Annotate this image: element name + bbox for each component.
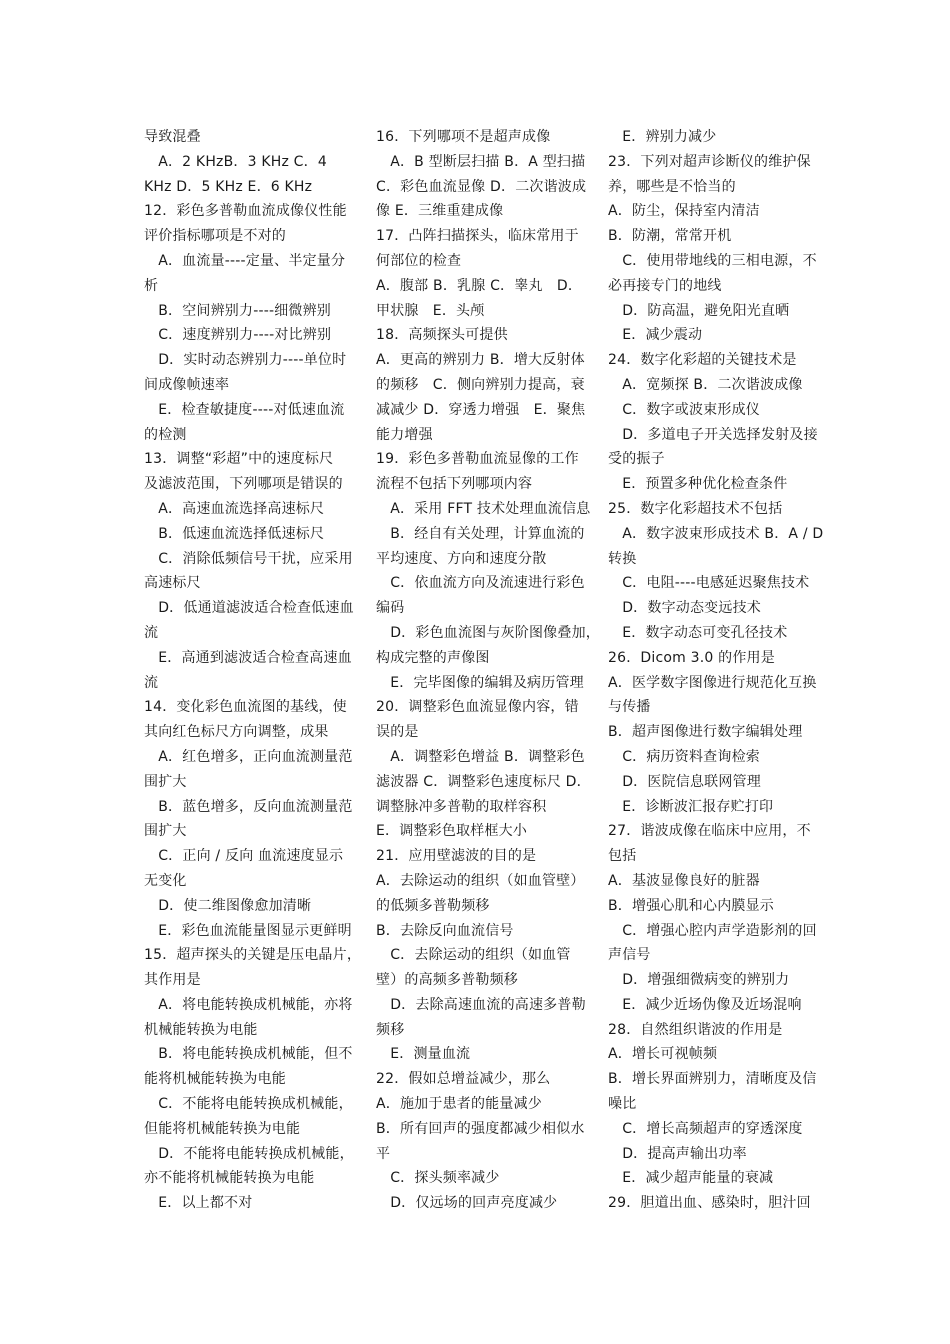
text-line: B．去除反向血流信号 <box>376 922 514 939</box>
text-line: E．诊断波汇报存贮打印 <box>608 798 774 815</box>
text-line: B．防潮，常常开机 <box>608 228 732 245</box>
text-line: 高速标尺 <box>144 575 201 592</box>
text-line: 与传播 <box>608 699 651 716</box>
text-line: D．数字动态变远技术 <box>608 600 761 617</box>
text-line: C．探头频率减少 <box>376 1170 500 1187</box>
text-line: 甲状腺 E．头颅 <box>376 302 485 319</box>
text-line: D．低通道滤波适合检查低速血 <box>144 600 354 617</box>
text-line: B．超声图像进行数字编辑处理 <box>608 724 803 741</box>
text-line: 机械能转换为电能 <box>144 1021 258 1038</box>
text-line: 导致混叠 <box>144 129 201 145</box>
text-line: 17．凸阵扫描探头，临床常用于 <box>376 228 579 245</box>
text-column-3 <box>608 125 824 1216</box>
text-line: 14．变化彩色血流图的基线，使 <box>144 699 347 716</box>
text-line: 无变化 <box>144 872 187 889</box>
text-line: 受的振子 <box>608 451 665 468</box>
text-line: E．测量血流 <box>376 1046 471 1063</box>
text-line: 调整脉冲多普勒的取样容积 <box>376 798 547 815</box>
text-line: 27．谐波成像在临床中应用，不 <box>608 823 811 840</box>
text-line: D．不能将电能转换成机械能， <box>144 1145 354 1162</box>
text-line: B．增强心肌和心内膜显示 <box>608 897 775 914</box>
text-line: 减减少 D．穿透力增强 E．聚焦 <box>376 401 586 418</box>
text-line: 23．下列对超声诊断仪的维护保 <box>608 153 811 170</box>
text-line: C．增长高频超声的穿透深度 <box>608 1120 803 1137</box>
text-line: E．调整彩色取样框大小 <box>376 823 528 840</box>
text-line: 亦不能将机械能转换为电能 <box>144 1170 315 1187</box>
text-line: 其作用是 <box>144 972 201 989</box>
text-line: 围扩大 <box>144 823 187 840</box>
text-line: 转换 <box>608 550 637 567</box>
text-line: C．数字或波束形成仪 <box>608 401 760 418</box>
text-line: 15．超声探头的关键是压电晶片， <box>144 947 362 964</box>
text-line: 25．数字化彩超技术不包括 <box>608 500 783 517</box>
text-line: 及滤波范围，下列哪项是错误的 <box>144 476 343 493</box>
text-line: C．正向 / 反向 血流速度显示 <box>144 848 344 865</box>
text-line: 包括 <box>608 848 637 865</box>
text-line: 养，哪些是不恰当的 <box>608 178 736 195</box>
text-line: B．蓝色增多，反向血流测量范 <box>144 798 353 815</box>
text-line: A．数字波束形成技术 B．A / D <box>608 525 824 542</box>
text-line: C．电阻----电感延迟聚焦技术 <box>608 575 810 592</box>
text-line: E．检查敏捷度----对低速血流 <box>144 401 345 418</box>
text-line: C．消除低频信号干扰，应采用 <box>144 550 353 567</box>
text-line: KHz D．5 KHz E．6 KHz <box>144 178 313 195</box>
text-line: B．空间辨别力----细微辨别 <box>144 302 332 319</box>
text-line: 21．应用壁滤波的目的是 <box>376 848 537 865</box>
text-line: D．医院信息联网管理 <box>608 773 761 790</box>
text-line: B．低速血流选择低速标尺 <box>144 525 325 542</box>
text-line: B．将电能转换成机械能，但不 <box>144 1046 353 1063</box>
text-line: 平 <box>376 1145 391 1162</box>
text-line: 其向红色标尺方向调整，成果 <box>144 724 329 741</box>
text-line: E．预置多种优化检查条件 <box>608 476 788 493</box>
text-line: C．病历资料查询检索 <box>608 748 760 765</box>
text-line: E．数字动态可变孔径技术 <box>608 624 788 641</box>
text-line: A．2 KHzB．3 KHz C．4 <box>144 153 327 170</box>
text-line: 26．Dicom 3.0 的作用是 <box>608 649 775 666</box>
text-line: 16．下列哪项不是超声成像 <box>376 129 551 145</box>
text-line: 流程不包括下列哪项内容 <box>376 476 533 493</box>
text-line: A．施加于患者的能量减少 <box>376 1096 542 1113</box>
text-line: E．高通到滤波适合检查高速血 <box>144 649 352 666</box>
text-line: E．彩色血流能量图显示更鲜明 <box>144 922 352 939</box>
text-line: 的频移 C．侧向辨别力提高，衰 <box>376 376 585 393</box>
text-line: 评价指标哪项是不对的 <box>144 228 286 245</box>
text-line: E．完毕图像的编辑及病历管理 <box>376 674 584 691</box>
text-line: A．增长可视帧频 <box>608 1046 718 1063</box>
text-line: 滤波器 C．调整彩色速度标尺 D． <box>376 773 591 790</box>
text-line: 像 E．三维重建成像 <box>376 203 504 220</box>
text-line: A．红色增多，正向血流测量范 <box>144 748 353 765</box>
text-line: D．防高温，避免阳光直晒 <box>608 302 790 319</box>
text-line: 析 <box>144 277 159 294</box>
text-line: 29．胆道出血、感染时，胆汁回 <box>608 1195 811 1212</box>
text-line: A．血流量----定量、半定量分 <box>144 252 346 269</box>
text-line: D．提高声输出功率 <box>608 1145 747 1162</box>
text-line: 能力增强 <box>376 426 433 443</box>
text-line: 18．高频探头可提供 <box>376 327 508 344</box>
text-line: D．实时动态辨别力----单位时 <box>144 352 347 369</box>
text-line: A．将电能转换成机械能，亦将 <box>144 996 353 1013</box>
text-line: C．增强心腔内声学造影剂的回 <box>608 922 817 939</box>
text-line: C．去除运动的组织（如血管 <box>376 947 571 964</box>
text-line: 必再接专门的地线 <box>608 277 722 294</box>
text-line: C．使用带地线的三相电源，不 <box>608 252 817 269</box>
text-line: D．去除高速血流的高速多普勒 <box>376 996 586 1013</box>
text-column-2 <box>376 125 600 1216</box>
text-line: 19．彩色多普勒血流显像的工作 <box>376 451 579 468</box>
text-line: 流 <box>144 674 159 691</box>
text-line: A．宽频探 B．二次谐波成像 <box>608 376 803 393</box>
text-line: A．调整彩色增益 B．调整彩色 <box>376 748 585 765</box>
text-line: 13．调整“彩超”中的速度标尺 <box>144 451 334 468</box>
text-line: A．采用 FFT 技术处理血流信息 <box>376 500 591 517</box>
text-column-1 <box>144 125 362 1216</box>
text-line: A．腹部 B．乳腺 C．睾丸 D． <box>376 277 583 294</box>
text-line: 20．调整彩色血流显像内容，错 <box>376 699 579 716</box>
text-line: E．以上都不对 <box>144 1195 253 1212</box>
text-line: C．依血流方向及流速进行彩色 <box>376 575 585 592</box>
text-line: 流 <box>144 624 159 641</box>
text-line: B．所有回声的强度都减少相似水 <box>376 1120 585 1137</box>
text-line: 围扩大 <box>144 773 187 790</box>
text-line: 能将机械能转换为电能 <box>144 1071 286 1088</box>
text-line: 频移 <box>376 1021 405 1038</box>
text-line: E．减少近场伪像及近场混响 <box>608 996 802 1013</box>
text-line: 声信号 <box>608 947 651 964</box>
text-line: D．多道电子开关选择发射及接 <box>608 426 818 443</box>
text-line: D．增强细微病变的辨别力 <box>608 972 790 989</box>
text-line: A．高速血流选择高速标尺 <box>144 500 325 517</box>
text-line: B．经自有关处理，计算血流的 <box>376 525 585 542</box>
text-line: A．更高的辨别力 B．增大反射体 <box>376 352 585 369</box>
text-line: E．减少震动 <box>608 327 703 344</box>
text-line: E．减少超声能量的衰减 <box>608 1170 774 1187</box>
text-line: 24．数字化彩超的关键技术是 <box>608 352 797 369</box>
text-line: 12．彩色多普勒血流成像仪性能 <box>144 203 347 220</box>
text-line: A．医学数字图像进行规范化互换 <box>608 674 817 691</box>
text-line: A．防尘，保持室内清洁 <box>608 203 760 220</box>
text-line: 间成像帧速率 <box>144 376 230 393</box>
text-line: 22．假如总增益减少，那么 <box>376 1071 551 1088</box>
text-line: 的低频多普勒频移 <box>376 897 490 914</box>
text-line: 平均速度、方向和速度分散 <box>376 550 547 567</box>
text-line: C．彩色血流显像 D．二次谐波成 <box>376 178 587 195</box>
text-line: C．不能将电能转换成机械能， <box>144 1096 353 1113</box>
text-line: 的检测 <box>144 426 187 443</box>
text-line: 构成完整的声像图 <box>376 649 490 666</box>
text-line: D．仅远场的回声亮度减少 <box>376 1195 558 1212</box>
text-line: 编码 <box>376 600 405 617</box>
text-line: 噪比 <box>608 1096 637 1113</box>
text-line: 壁）的高频多普勒频移 <box>376 972 518 989</box>
text-line: C．速度辨别力----对比辨别 <box>144 327 332 344</box>
text-line: A．基波显像良好的脏器 <box>608 872 760 889</box>
text-line: 28．自然组织谐波的作用是 <box>608 1021 783 1038</box>
text-line: A．B 型断层扫描 B．A 型扫描 <box>376 153 586 170</box>
text-line: 误的是 <box>376 724 419 741</box>
text-line: A．去除运动的组织（如血管壁） <box>376 872 585 889</box>
text-line: B．增长界面辨别力，清晰度及信 <box>608 1071 817 1088</box>
text-line: D．彩色血流图与灰阶图像叠加， <box>376 624 600 641</box>
text-line: 但能将机械能转换为电能 <box>144 1120 301 1137</box>
text-line: E．辨别力减少 <box>608 129 717 145</box>
text-line: D．使二维图像愈加清晰 <box>144 897 312 914</box>
text-line: 何部位的检查 <box>376 252 462 269</box>
